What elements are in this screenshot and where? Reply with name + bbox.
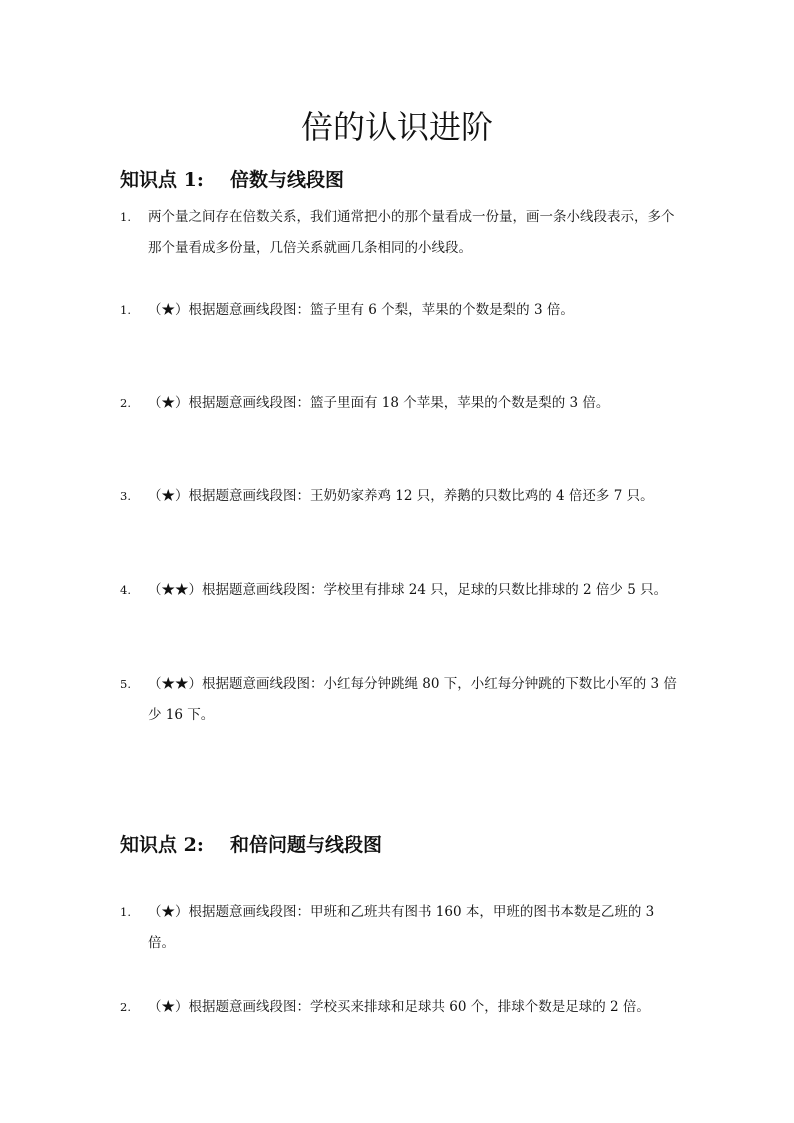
problem-item — [120, 388, 680, 419]
item-text: （★）根据题意画线段图：甲班和乙班共有图书 160 本，甲班的图书本数是乙班的 3 倍。 — [148, 904, 655, 951]
problem-item — [120, 481, 680, 512]
section-label: 知识点 2: — [120, 834, 204, 856]
page-title: 倍的认识进阶 — [300, 108, 493, 146]
problem-item — [120, 295, 680, 326]
section-label: 知识点 1: — [120, 169, 204, 191]
item-number: 2. — [120, 396, 131, 410]
section-heading-1 — [120, 167, 344, 193]
item-text: （★）根据题意画线段图：篮子里有 6 个梨，苹果的个数是梨的 3 倍。 — [148, 302, 574, 318]
item-text: 两个量之间存在倍数关系，我们通常把小的那个量看成一份量，画一条小线段表示，多个那个量看成多份量，几倍关系就画几条相同的小线段。 — [148, 209, 675, 256]
item-number: 3. — [120, 489, 131, 503]
item-text: （★）根据题意画线段图：学校买来排球和足球共 60 个，排球个数是足球的 2 倍。 — [148, 999, 650, 1015]
item-number: 1. — [120, 210, 131, 224]
item-number: 2. — [120, 1000, 131, 1014]
problem-item — [120, 669, 680, 731]
item-number: 5. — [120, 677, 131, 691]
section-heading-2 — [120, 832, 382, 858]
problem-item — [120, 992, 680, 1023]
item-number: 1. — [120, 905, 131, 919]
item-number: 4. — [120, 583, 131, 597]
section-name: 倍数与线段图 — [230, 169, 345, 191]
problem-item — [120, 575, 680, 606]
item-text: （★）根据题意画线段图：篮子里面有 18 个苹果，苹果的个数是梨的 3 倍。 — [148, 395, 610, 411]
item-text: （★）根据题意画线段图：王奶奶家养鸡 12 只，养鹅的只数比鸡的 4 倍还多 7 只。 — [148, 488, 654, 504]
concept-note — [120, 202, 680, 264]
problem-item — [120, 897, 680, 959]
section-name: 和倍问题与线段图 — [230, 834, 383, 856]
item-text: （★★）根据题意画线段图：学校里有排球 24 只，足球的只数比排球的 2 倍少 5 只。 — [148, 582, 668, 598]
item-text: （★★）根据题意画线段图：小红每分钟跳绳 80 下，小红每分钟跳的下数比小军的 3 倍少 16 下。 — [148, 676, 677, 723]
item-number: 1. — [120, 303, 131, 317]
